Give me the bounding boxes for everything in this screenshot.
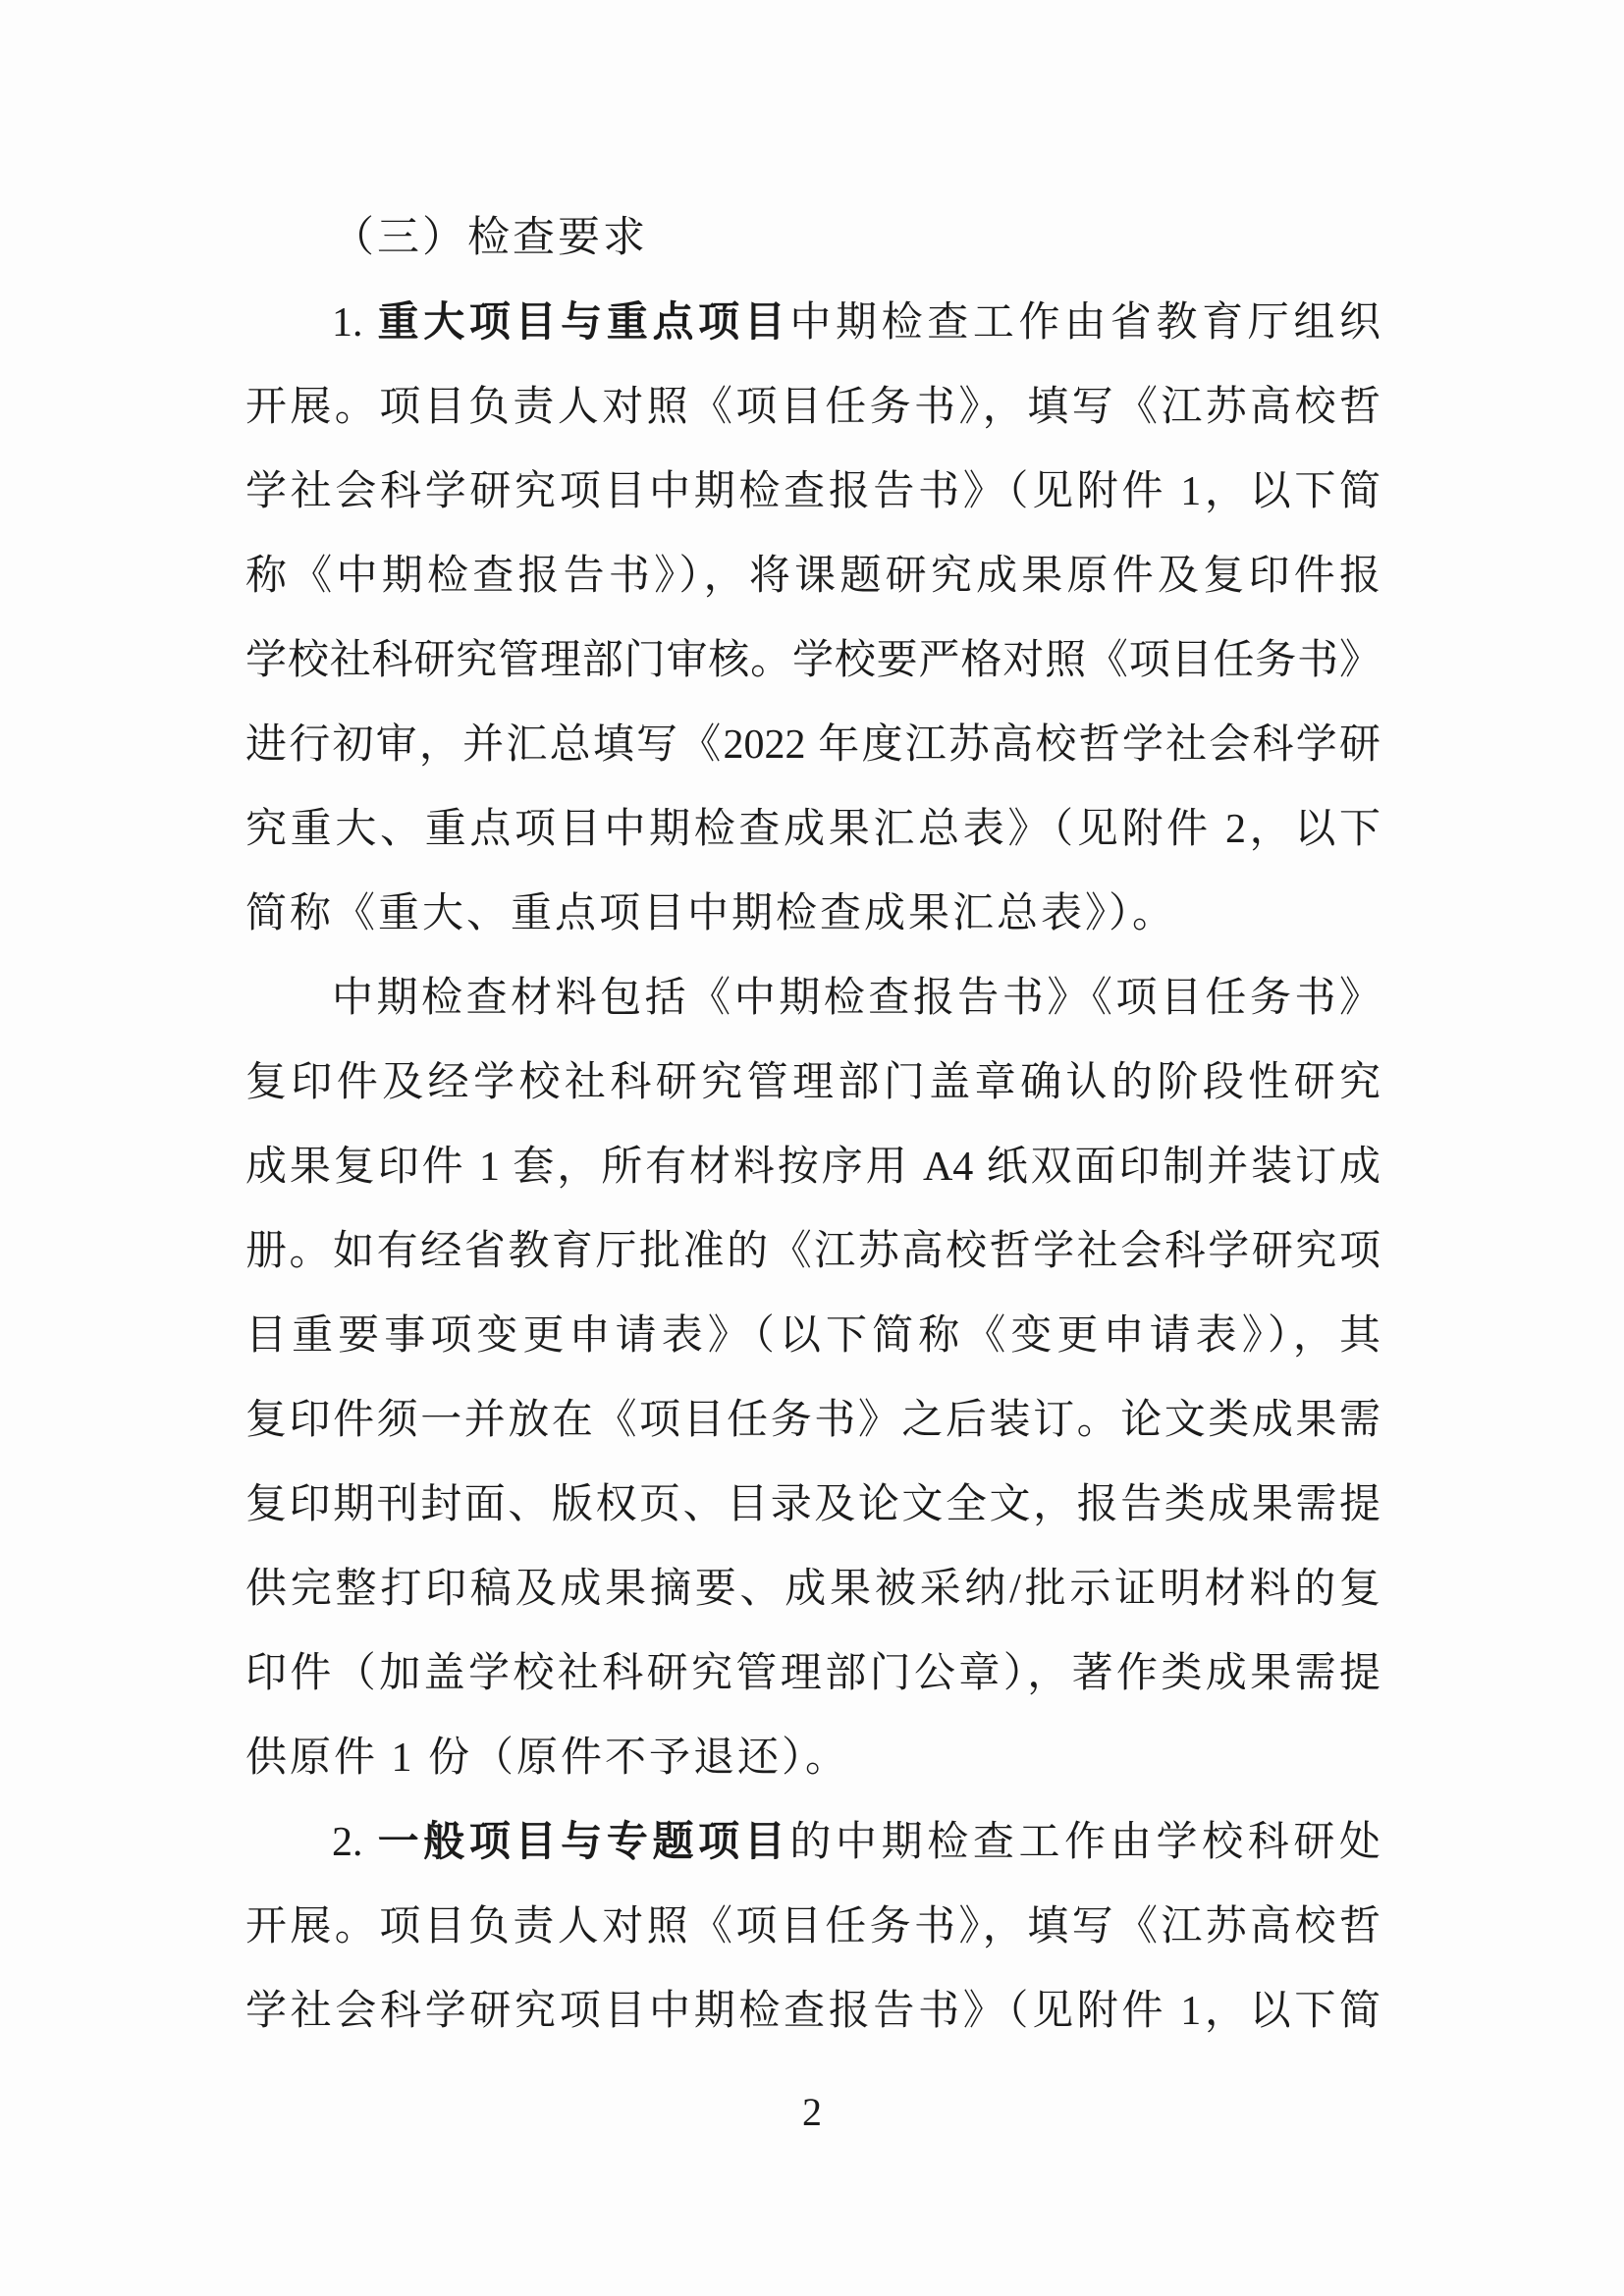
text-line — [245, 1969, 1380, 2054]
text-segment: 复印件须一并放在《项目任务书》之后装订。论文类成果需 — [245, 1398, 1380, 1443]
paragraph — [245, 1800, 1380, 2054]
text-line — [245, 365, 1380, 450]
text-line — [245, 1209, 1380, 1294]
page-number: 2 — [802, 2090, 822, 2134]
text-line — [245, 787, 1380, 872]
text-line — [245, 1716, 1380, 1800]
paragraphs — [245, 281, 1380, 2054]
text-line — [245, 450, 1380, 534]
paragraph — [245, 281, 1380, 956]
text-segment: 中期检查材料包括《中期检查报告书》《项目任务书》 — [332, 976, 1380, 1021]
text-line — [245, 956, 1380, 1041]
text-line — [245, 1547, 1380, 1631]
text-line — [245, 281, 1380, 365]
text-line — [245, 1294, 1380, 1378]
text-segment: 学社会科学研究项目中期检查报告书》（见附件 1，以下简 — [245, 469, 1380, 514]
text-block — [245, 196, 1380, 2054]
text-segment: 复印期刊封面、版权页、目录及论文全文，报告类成果需提 — [245, 1482, 1380, 1527]
text-segment: 供完整打印稿及成果摘要、成果被采纳/批示证明材料的复 — [245, 1567, 1380, 1612]
text-segment: 学社会科学研究项目中期检查报告书》（见附件 1，以下简 — [245, 1989, 1380, 2034]
text-line — [245, 703, 1380, 787]
text-segment: 简称《重大、重点项目中期检查成果汇总表》）。 — [245, 891, 1177, 936]
text-segment: 册。如有经省教育厅批准的《江苏高校哲学社会科学研究项 — [245, 1229, 1380, 1274]
text-line — [245, 1463, 1380, 1547]
text-segment: 称《中期检查报告书》），将课题研究成果原件及复印件报 — [245, 554, 1380, 599]
section-heading: （三）检查要求 — [332, 215, 648, 261]
text-segment: 究重大、重点项目中期检查成果汇总表》（见附件 2，以下 — [245, 807, 1380, 852]
text-segment: 供原件 1 份（原件不予退还）。 — [245, 1735, 850, 1781]
text-segment: 的中期检查工作由学校科研处 — [789, 1820, 1380, 1865]
text-segment: 学校社科研究管理部门审核。学校要严格对照《项目任务书》 — [245, 638, 1380, 683]
text-line — [245, 1125, 1380, 1209]
bold-text: 重大项目与重点项目 — [377, 300, 790, 346]
bold-text: 一般项目与专题项目 — [377, 1820, 790, 1865]
text-line — [245, 1800, 1380, 1885]
text-line — [245, 872, 1380, 956]
text-line — [245, 1885, 1380, 1969]
text-segment: 成果复印件 1 套，所有材料按序用 A4 纸双面印制并装订成 — [245, 1145, 1380, 1190]
paragraph — [245, 956, 1380, 1800]
text-segment: 进行初审，并汇总填写《2022 年度江苏高校哲学社会科学研 — [245, 722, 1380, 768]
text-segment: 目重要事项变更申请表》（以下简称《变更申请表》），其 — [245, 1313, 1380, 1359]
text-segment: 复印件及经学校社科研究管理部门盖章确认的阶段性研究 — [245, 1060, 1380, 1105]
text-segment: 开展。项目负责人对照《项目任务书》，填写《江苏高校哲 — [245, 385, 1380, 430]
text-segment: 2. — [332, 1820, 378, 1865]
text-line — [245, 1378, 1380, 1463]
text-segment: 中期检查工作由省教育厅组织 — [789, 300, 1380, 346]
text-line — [245, 1041, 1380, 1125]
text-segment: 1. — [332, 300, 378, 346]
text-segment: 印件（加盖学校社科研究管理部门公章），著作类成果需提 — [245, 1651, 1380, 1696]
text-line — [245, 534, 1380, 618]
text-segment: 开展。项目负责人对照《项目任务书》，填写《江苏高校哲 — [245, 1904, 1380, 1949]
text-line — [245, 1631, 1380, 1716]
text-line — [245, 618, 1380, 703]
